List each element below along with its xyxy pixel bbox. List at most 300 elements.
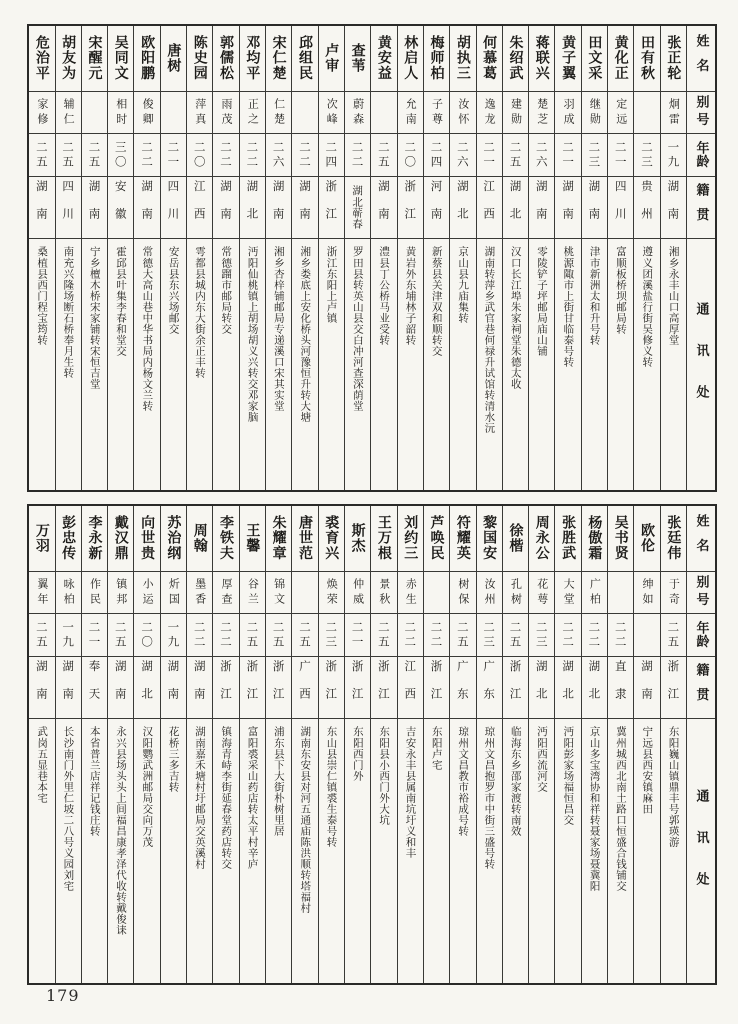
name-cell: 李铁夫 bbox=[213, 506, 238, 572]
address-cell: 湘乡永丰山口高厚堂 bbox=[667, 246, 680, 346]
name-cell: 吴同文 bbox=[108, 26, 133, 92]
name-cell: 向世贵 bbox=[134, 506, 159, 572]
address-cell: 雩都县城内东大街余正丰转 bbox=[193, 246, 206, 379]
alias-cell: 正之 bbox=[240, 92, 265, 134]
native-cell: 湖南 bbox=[529, 177, 554, 239]
native-cell: 广东 bbox=[477, 657, 502, 719]
native-cell: 浙江 bbox=[240, 657, 265, 719]
native-cell: 湖南 bbox=[292, 177, 317, 239]
alias-cell: 树保 bbox=[450, 572, 475, 614]
address-cell: 湘乡娄底上安化桥头河豫恒升转大塘 bbox=[299, 246, 312, 423]
name-cell: 黄化正 bbox=[608, 26, 633, 92]
entry-column bbox=[502, 506, 528, 983]
native-cell: 湖南 bbox=[371, 177, 396, 239]
address-cell: 零陵铲子坪邮局庙山铺 bbox=[536, 246, 549, 357]
age-cell: 二五 bbox=[108, 614, 133, 657]
entry-column bbox=[107, 506, 133, 983]
name-cell: 蒋联兴 bbox=[529, 26, 554, 92]
name-cell: 唐树 bbox=[161, 26, 186, 92]
address-cell: 津市新洲太和升号转 bbox=[588, 246, 601, 346]
native-cell: 浙江 bbox=[213, 657, 238, 719]
native-cell: 浙江 bbox=[266, 657, 291, 719]
header-address: 通讯处 bbox=[693, 302, 709, 427]
entry-column bbox=[265, 506, 291, 983]
header-name: 姓名 bbox=[687, 26, 715, 92]
native-cell: 湖南 bbox=[661, 177, 686, 239]
header-address: 通讯处 bbox=[693, 788, 709, 914]
name-cell: 朱耀章 bbox=[266, 506, 291, 572]
age-cell: 二一 bbox=[345, 614, 370, 657]
alias-cell: 楚芝 bbox=[529, 92, 554, 134]
native-cell: 江西 bbox=[187, 177, 212, 239]
name-cell: 张廷伟 bbox=[661, 506, 686, 572]
age-cell: 二一 bbox=[82, 614, 107, 657]
alias-cell: 次峰 bbox=[319, 92, 344, 134]
alias-cell: 锦文 bbox=[266, 572, 291, 614]
alias-cell: 汝州 bbox=[477, 572, 502, 614]
age-cell: 二一 bbox=[477, 134, 502, 177]
age-cell: 二〇 bbox=[398, 134, 423, 177]
entry-column bbox=[660, 26, 686, 490]
entry-column bbox=[81, 506, 107, 983]
address-cell: 沔阳彭家场福恒昌交 bbox=[562, 726, 575, 826]
entry-column bbox=[607, 26, 633, 490]
native-cell: 湖南 bbox=[134, 177, 159, 239]
alias-cell bbox=[634, 92, 659, 134]
address-cell: 京山多宝湾协和祥转聂家场聂冀阳 bbox=[588, 726, 601, 892]
age-cell: 二二 bbox=[345, 134, 370, 177]
directory-table-top bbox=[27, 24, 717, 492]
entry-column bbox=[581, 26, 607, 490]
entry-column bbox=[160, 26, 186, 490]
address-cell: 琼州文昌教市裕成号转 bbox=[457, 726, 470, 837]
entry-column bbox=[265, 26, 291, 490]
page-number: 179 bbox=[46, 986, 80, 1005]
alias-cell: 允南 bbox=[398, 92, 423, 134]
age-cell: 二五 bbox=[29, 134, 54, 177]
name-cell: 王万根 bbox=[371, 506, 396, 572]
alias-cell bbox=[424, 572, 449, 614]
alias-cell: 子尊 bbox=[424, 92, 449, 134]
age-cell: 二四 bbox=[424, 134, 449, 177]
age-cell: 二五 bbox=[503, 614, 528, 657]
native-cell: 湖北 bbox=[582, 657, 607, 719]
alias-cell: 广柏 bbox=[582, 572, 607, 614]
address-cell: 东阳巍山镇鼎丰号郭瑛游 bbox=[667, 726, 680, 848]
address-cell: 桑植县西门程宝筠转 bbox=[36, 246, 49, 346]
address-cell: 桃源陬市上街甘临泰号转 bbox=[562, 246, 575, 368]
entry-column bbox=[449, 506, 475, 983]
age-cell: 二五 bbox=[661, 614, 686, 657]
name-cell: 张胜武 bbox=[555, 506, 580, 572]
alias-cell: 俊卿 bbox=[134, 92, 159, 134]
address-cell: 湖南转萍乡武官巷何禄升试馆转清水沅 bbox=[483, 246, 496, 434]
header-alias: 别号 bbox=[687, 92, 715, 134]
alias-cell: 相时 bbox=[108, 92, 133, 134]
entry-column bbox=[55, 506, 81, 983]
alias-cell: 景秋 bbox=[371, 572, 396, 614]
age-cell: 二二 bbox=[187, 614, 212, 657]
native-cell: 浙江 bbox=[398, 177, 423, 239]
native-cell: 湖南 bbox=[29, 177, 54, 239]
age-cell bbox=[634, 614, 659, 657]
address-cell: 宁乡檀木桥宋家铺转宋恒吉堂 bbox=[88, 246, 101, 390]
alias-cell: 小运 bbox=[134, 572, 159, 614]
name-cell: 杨傲霜 bbox=[582, 506, 607, 572]
native-cell: 奉天 bbox=[82, 657, 107, 719]
age-cell: 二五 bbox=[292, 614, 317, 657]
age-cell: 二二 bbox=[134, 134, 159, 177]
alias-cell: 墨香 bbox=[187, 572, 212, 614]
alias-cell: 厚查 bbox=[213, 572, 238, 614]
name-cell: 万羽 bbox=[29, 506, 54, 572]
name-cell: 胡执三 bbox=[450, 26, 475, 92]
address-cell: 沔阳仙桃镇上胡场胡义兴转交邓家脑 bbox=[246, 246, 259, 423]
entry-column bbox=[633, 26, 659, 490]
native-cell: 湖南 bbox=[108, 657, 133, 719]
native-cell: 浙江 bbox=[319, 657, 344, 719]
entry-column bbox=[581, 506, 607, 983]
name-cell: 符耀英 bbox=[450, 506, 475, 572]
native-cell: 湖南 bbox=[82, 177, 107, 239]
name-cell: 王馨 bbox=[240, 506, 265, 572]
age-cell: 二一 bbox=[161, 134, 186, 177]
entry-column bbox=[476, 26, 502, 490]
native-cell: 四川 bbox=[608, 177, 633, 239]
address-cell: 东阳卢宅 bbox=[430, 726, 443, 771]
native-cell: 湖北 bbox=[503, 177, 528, 239]
age-cell: 二五 bbox=[266, 614, 291, 657]
name-cell: 朱绍武 bbox=[503, 26, 528, 92]
address-cell: 东阳西门外 bbox=[351, 726, 364, 782]
age-cell: 二三 bbox=[477, 614, 502, 657]
age-cell: 二二 bbox=[240, 134, 265, 177]
entry-column bbox=[370, 26, 396, 490]
entry-column bbox=[607, 506, 633, 983]
alias-cell: 绅如 bbox=[634, 572, 659, 614]
age-cell: 二五 bbox=[82, 134, 107, 177]
native-cell: 湖南 bbox=[29, 657, 54, 719]
native-cell: 浙江 bbox=[345, 657, 370, 719]
entry-column bbox=[423, 506, 449, 983]
alias-cell bbox=[371, 92, 396, 134]
entry-column bbox=[239, 506, 265, 983]
address-cell: 罗田县转英山县交白冲河查深荫堂 bbox=[351, 246, 364, 412]
header-native: 籍贯 bbox=[687, 657, 715, 719]
alias-cell: 镇邦 bbox=[108, 572, 133, 614]
entry-column bbox=[476, 506, 502, 983]
name-cell: 李永新 bbox=[82, 506, 107, 572]
alias-cell bbox=[292, 572, 317, 614]
native-cell: 浙江 bbox=[503, 657, 528, 719]
age-cell: 二二 bbox=[213, 134, 238, 177]
age-cell: 二六 bbox=[266, 134, 291, 177]
name-cell: 宋醒元 bbox=[82, 26, 107, 92]
entry-column bbox=[397, 506, 423, 983]
address-cell: 永兴县场头头上间福昌康孝泽代收转戴俊诔 bbox=[115, 726, 128, 936]
address-cell: 沔阳西流河交 bbox=[536, 726, 549, 793]
age-cell: 二三 bbox=[319, 614, 344, 657]
header-native: 籍贯 bbox=[687, 177, 715, 239]
native-cell: 直隶 bbox=[608, 657, 633, 719]
name-cell: 黄子翼 bbox=[555, 26, 580, 92]
header-age: 年龄 bbox=[687, 134, 715, 177]
name-cell: 彭忠传 bbox=[56, 506, 81, 572]
header-alias: 别号 bbox=[687, 572, 715, 614]
name-cell: 斯杰 bbox=[345, 506, 370, 572]
address-cell: 琼州文昌抱罗市中街三盛号转 bbox=[483, 726, 496, 870]
name-cell: 欧伦 bbox=[634, 506, 659, 572]
native-cell: 浙江 bbox=[371, 657, 396, 719]
address-cell: 黄岩外东埔林子韶转 bbox=[404, 246, 417, 346]
alias-cell: 萍真 bbox=[187, 92, 212, 134]
address-cell: 东阳县小西门外大坑 bbox=[378, 726, 391, 826]
native-cell: 安徽 bbox=[108, 177, 133, 239]
native-cell: 湖南 bbox=[266, 177, 291, 239]
entry-column bbox=[502, 26, 528, 490]
entry-column bbox=[344, 506, 370, 983]
address-cell: 汉口长江埠朱家祠堂朱德太收 bbox=[509, 246, 522, 390]
native-cell: 浙江 bbox=[319, 177, 344, 239]
name-cell: 危治平 bbox=[29, 26, 54, 92]
entry-column bbox=[160, 506, 186, 983]
native-cell: 江西 bbox=[398, 657, 423, 719]
age-cell: 三〇 bbox=[108, 134, 133, 177]
age-cell: 二五 bbox=[371, 614, 396, 657]
address-cell: 湖南东安县对河五通庙陈洪顺转塔福村 bbox=[299, 726, 312, 914]
alias-cell: 炯雷 bbox=[661, 92, 686, 134]
native-cell: 四川 bbox=[161, 177, 186, 239]
entry-column bbox=[133, 506, 159, 983]
entry-column bbox=[29, 26, 54, 490]
name-cell: 田有秋 bbox=[634, 26, 659, 92]
native-cell: 广西 bbox=[292, 657, 317, 719]
entry-column bbox=[133, 26, 159, 490]
native-cell: 湖北蕲春 bbox=[345, 177, 370, 239]
age-cell: 二二 bbox=[608, 614, 633, 657]
native-cell: 湖北 bbox=[450, 177, 475, 239]
header-name: 姓名 bbox=[687, 506, 715, 572]
header-age: 年龄 bbox=[687, 614, 715, 657]
entry-column bbox=[291, 506, 317, 983]
name-cell: 张正轮 bbox=[661, 26, 686, 92]
entry-column bbox=[186, 26, 212, 490]
name-cell: 查苇 bbox=[345, 26, 370, 92]
entry-column bbox=[291, 26, 317, 490]
name-cell: 陈史园 bbox=[187, 26, 212, 92]
address-cell: 宁远县西安镇麻田 bbox=[641, 726, 654, 815]
address-cell: 富顺板桥坝邮局转 bbox=[614, 246, 627, 335]
entry-column bbox=[344, 26, 370, 490]
age-cell: 二五 bbox=[240, 614, 265, 657]
native-cell: 湖南 bbox=[161, 657, 186, 719]
name-cell: 裘育兴 bbox=[319, 506, 344, 572]
age-cell: 一九 bbox=[161, 614, 186, 657]
name-cell: 卢审 bbox=[319, 26, 344, 92]
name-cell: 芦唤民 bbox=[424, 506, 449, 572]
age-cell: 二二 bbox=[292, 134, 317, 177]
name-cell: 田文采 bbox=[582, 26, 607, 92]
age-cell: 二〇 bbox=[134, 614, 159, 657]
name-cell: 周永公 bbox=[529, 506, 554, 572]
age-cell: 二三 bbox=[634, 134, 659, 177]
name-cell: 宋仁楚 bbox=[266, 26, 291, 92]
age-cell: 二二 bbox=[424, 614, 449, 657]
name-cell: 黄安益 bbox=[371, 26, 396, 92]
name-cell: 刘约三 bbox=[398, 506, 423, 572]
native-cell: 湖北 bbox=[134, 657, 159, 719]
alias-cell: 建勋 bbox=[503, 92, 528, 134]
entry-column bbox=[212, 26, 238, 490]
address-cell: 吉安永丰县属南坑圩义和丰 bbox=[404, 726, 417, 859]
age-cell: 二三 bbox=[582, 134, 607, 177]
entry-column bbox=[318, 26, 344, 490]
age-cell: 二一 bbox=[608, 134, 633, 177]
alias-cell: 家修 bbox=[29, 92, 54, 134]
name-cell: 徐楷 bbox=[503, 506, 528, 572]
alias-cell: 汝怀 bbox=[450, 92, 475, 134]
alias-cell: 谷兰 bbox=[240, 572, 265, 614]
address-cell: 遵义团溪盐行街吴修义转 bbox=[641, 246, 654, 368]
address-cell: 湘乡杏梓铺邮局专递溪口宋其实堂 bbox=[272, 246, 285, 412]
address-cell: 富阳裘采山药店转太平村辛庐 bbox=[246, 726, 259, 870]
alias-cell bbox=[292, 92, 317, 134]
age-cell: 二〇 bbox=[187, 134, 212, 177]
alias-cell bbox=[608, 572, 633, 614]
native-cell: 河南 bbox=[424, 177, 449, 239]
address-cell: 汉阳鹦武洲邮局交向万茂 bbox=[141, 726, 154, 848]
entry-column bbox=[318, 506, 344, 983]
entry-column bbox=[554, 506, 580, 983]
age-cell: 二五 bbox=[503, 134, 528, 177]
native-cell: 浙江 bbox=[424, 657, 449, 719]
native-cell: 广东 bbox=[450, 657, 475, 719]
age-cell: 二二 bbox=[398, 614, 423, 657]
alias-cell: 孔树 bbox=[503, 572, 528, 614]
name-cell: 吴书贤 bbox=[608, 506, 633, 572]
name-cell: 欧阳鹏 bbox=[134, 26, 159, 92]
native-cell: 湖南 bbox=[187, 657, 212, 719]
entry-column bbox=[239, 26, 265, 490]
entry-column bbox=[29, 506, 54, 983]
entry-column bbox=[397, 26, 423, 490]
native-cell: 湖北 bbox=[240, 177, 265, 239]
address-cell: 霍邱县叶集李春和堂交 bbox=[115, 246, 128, 357]
entry-column bbox=[55, 26, 81, 490]
age-cell: 二五 bbox=[371, 134, 396, 177]
alias-cell: 于奇 bbox=[661, 572, 686, 614]
age-cell: 二二 bbox=[555, 614, 580, 657]
alias-cell bbox=[82, 92, 107, 134]
entry-column bbox=[528, 26, 554, 490]
alias-cell: 翼年 bbox=[29, 572, 54, 614]
alias-cell: 仲威 bbox=[345, 572, 370, 614]
age-cell: 二五 bbox=[29, 614, 54, 657]
name-cell: 邱组民 bbox=[292, 26, 317, 92]
age-cell: 一九 bbox=[56, 614, 81, 657]
address-cell: 常德蹓市邮局转交 bbox=[220, 246, 233, 335]
address-cell: 京山县九庙集转 bbox=[457, 246, 470, 324]
address-cell: 本省普兰店祥记钱庄转 bbox=[88, 726, 101, 837]
age-cell: 二二 bbox=[213, 614, 238, 657]
entry-column bbox=[633, 506, 659, 983]
entry-column bbox=[423, 26, 449, 490]
alias-cell: 花萼 bbox=[529, 572, 554, 614]
address-cell: 镇海青峙李街延春堂药店转交 bbox=[220, 726, 233, 870]
alias-cell: 蔚森 bbox=[345, 92, 370, 134]
alias-cell: 作民 bbox=[82, 572, 107, 614]
address-cell: 浦东县下大街朴树里居 bbox=[272, 726, 285, 837]
alias-cell: 炘国 bbox=[161, 572, 186, 614]
native-cell: 湖北 bbox=[555, 657, 580, 719]
entry-column bbox=[370, 506, 396, 983]
address-cell: 长沙南门外里仁坡二八号义园刘宅 bbox=[62, 726, 75, 892]
address-cell: 南充兴隆场断石桥奉月生转 bbox=[62, 246, 75, 379]
entry-column bbox=[212, 506, 238, 983]
entry-column bbox=[449, 26, 475, 490]
alias-cell: 咏柏 bbox=[56, 572, 81, 614]
age-cell: 二六 bbox=[450, 134, 475, 177]
name-cell: 林启人 bbox=[398, 26, 423, 92]
name-cell: 胡友为 bbox=[56, 26, 81, 92]
address-cell: 湖南嘉禾塘村圩邮局交英溪村 bbox=[193, 726, 206, 870]
native-cell: 四川 bbox=[56, 177, 81, 239]
address-cell: 花桥三多吉转 bbox=[167, 726, 180, 793]
age-cell: 一九 bbox=[661, 134, 686, 177]
native-cell: 湖南 bbox=[634, 657, 659, 719]
address-cell: 东山县崇仁镇裘生泰号转 bbox=[325, 726, 338, 848]
alias-cell: 大堂 bbox=[555, 572, 580, 614]
age-cell: 二四 bbox=[319, 134, 344, 177]
native-cell: 江西 bbox=[477, 177, 502, 239]
entry-column bbox=[107, 26, 133, 490]
address-cell: 浙江东阳上卢镇 bbox=[325, 246, 338, 324]
name-cell: 黎国安 bbox=[477, 506, 502, 572]
age-cell: 二五 bbox=[450, 614, 475, 657]
address-cell: 武岗五显巷本宅 bbox=[36, 726, 49, 804]
age-cell: 二六 bbox=[529, 134, 554, 177]
header-column bbox=[686, 26, 715, 490]
age-cell: 二一 bbox=[555, 134, 580, 177]
alias-cell: 雨茂 bbox=[213, 92, 238, 134]
alias-cell bbox=[161, 92, 186, 134]
alias-cell: 辅仁 bbox=[56, 92, 81, 134]
name-cell: 梅师柏 bbox=[424, 26, 449, 92]
name-cell: 戴汉鼎 bbox=[108, 506, 133, 572]
header-column bbox=[686, 506, 715, 983]
alias-cell: 仁楚 bbox=[266, 92, 291, 134]
address-cell: 临海东乡邵家渡转南效 bbox=[509, 726, 522, 837]
alias-cell: 羽成 bbox=[555, 92, 580, 134]
native-cell: 贵州 bbox=[634, 177, 659, 239]
name-cell: 周翰 bbox=[187, 506, 212, 572]
address-cell: 常德大高山巷中华书局内杨文兰转 bbox=[141, 246, 154, 412]
name-cell: 唐世范 bbox=[292, 506, 317, 572]
native-cell: 湖南 bbox=[56, 657, 81, 719]
age-cell: 二二 bbox=[582, 614, 607, 657]
name-cell: 何慕葛 bbox=[477, 26, 502, 92]
entry-column bbox=[554, 26, 580, 490]
native-cell: 湖北 bbox=[529, 657, 554, 719]
entry-column bbox=[528, 506, 554, 983]
name-cell: 郭儒松 bbox=[213, 26, 238, 92]
address-cell: 澧县丁公桥马业受转 bbox=[378, 246, 391, 346]
alias-cell: 赤生 bbox=[398, 572, 423, 614]
age-cell: 二三 bbox=[529, 614, 554, 657]
directory-table-bottom bbox=[27, 504, 717, 985]
alias-cell: 焕荣 bbox=[319, 572, 344, 614]
address-cell: 安岳县东兴场邮交 bbox=[167, 246, 180, 335]
